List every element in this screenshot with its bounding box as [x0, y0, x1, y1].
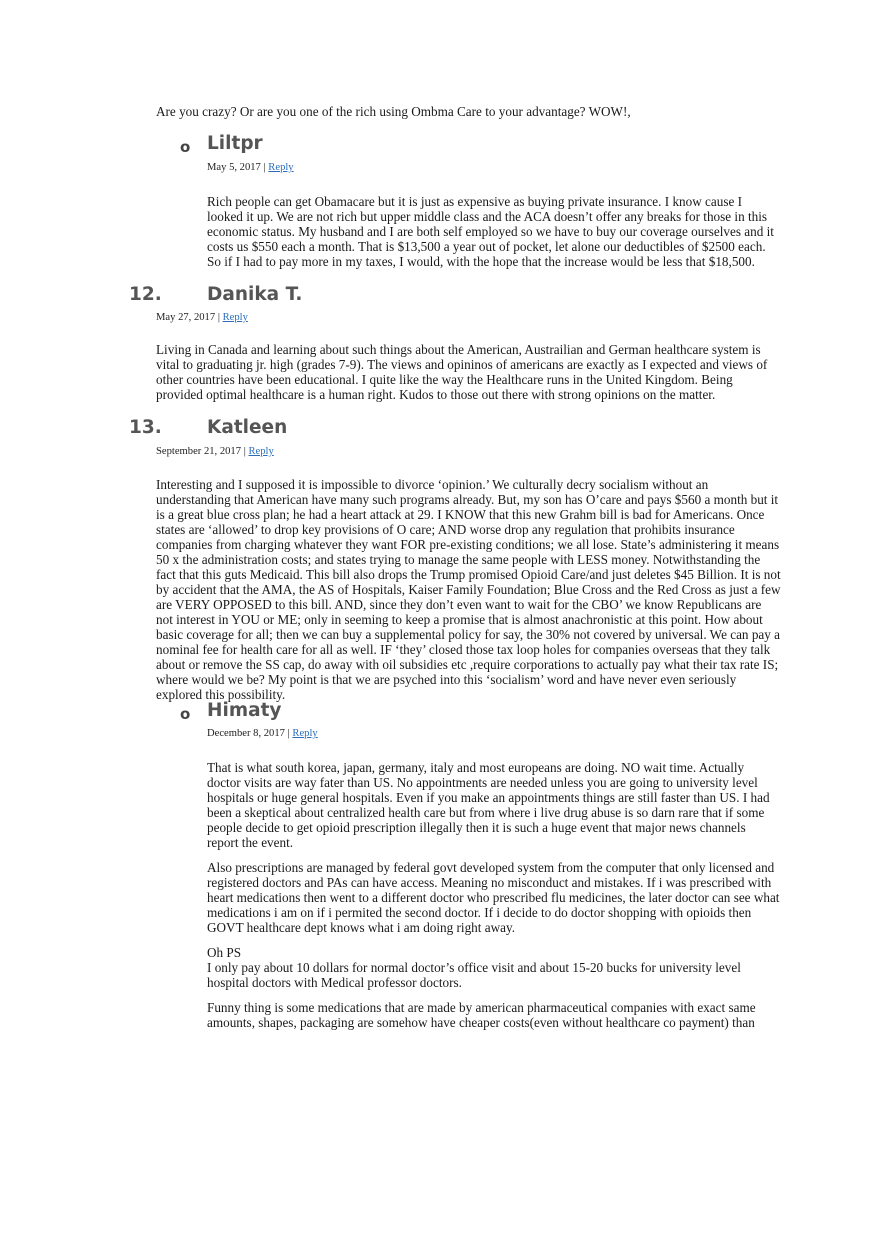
reply-link[interactable]: Reply — [268, 162, 294, 173]
comment-meta — [156, 445, 274, 458]
comment-body — [156, 477, 781, 702]
reply-link[interactable]: Reply — [292, 728, 318, 739]
bullet-marker: o — [180, 138, 191, 156]
comment-author: Danika T. — [207, 284, 303, 305]
comment-paragraph: Interesting and I supposed it is impossible to divorce ‘opinion.’ We culturally decry socialism without an understanding that American have many such programs already. But, my son has O’care and pays $560 a month but it is a great blue cross plan; he had a heart attack at 29. I KNOW that this new Grahm bill is bad for Americans. Once states are ‘allowed’ to drop key provisions of O care; AND worse drop any regulation that prohibits insurance companies from charging whatever they want FOR pre-existing conditions; we all lose. State’s administering it means 50 x the administration costs; and states trying to manage the same people with LESS money. Notwithstanding the fact that this guts Medicaid. This bill also drops the Trump promised Opioid Care/and just deletes $45 Billion. It is not by accident that the AMA, the AS of Hospitals, Kaiser Family Foundation; Blue Cross and the Red Cross as just a few are VERY OPPOSED to this bill. AND, since they don’t even want to wait for the CBO’ we know Republicans are not interest in YOU or ME; only in seeming to keep a promise that is almost anachronistic at this point. How about basic coverage for all; then we can buy a supplemental policy for say, the 30% not covered by universal. We can pay a nominal fee for health care for all as well. IF ‘they’ closed those tax loop holes for companies overseas that they talk about or remove the SS cap, do away with oil subsidies etc ,require corporations to actually pay what their tax rate IS; where would we be? My point is that we are psyched into this ‘socialism’ word and have never even seriously explored this possibility. — [156, 477, 781, 702]
comment-date: September 21, 2017 — [156, 446, 242, 457]
comment-paragraph: Funny thing is some medications that are made by american pharmaceutical companies with exact same amounts, shapes, packaging are somehow have cheaper costs(even without healthcare co payment) than — [207, 1000, 756, 1030]
comment-paragraph: Living in Canada and learning about such things about the American, Austrailian and German healthcare system is vital to graduating jr. high (grades 7-9). The views and opininos of americans are exactly as I expected and views of other countries have been educational. I quite like the way the Healthcare runs in the United Kingdom. Being provided optimal healthcare is a human right. Kudos to those out there with strong opinions on the matter. — [156, 342, 768, 402]
comment-author: Himaty — [207, 700, 282, 721]
comment-meta — [207, 727, 318, 740]
meta-separator: | — [217, 312, 220, 323]
meta-separator: | — [287, 728, 290, 739]
bullet-marker: o — [180, 705, 191, 723]
comment-date: December 8, 2017 — [207, 728, 285, 739]
comment-paragraph: I only pay about 10 dollars for normal doctor’s office visit and about 15-20 bucks for university level hospital doctors with Medical professor doctors. — [207, 960, 741, 990]
comment-date: May 5, 2017 — [207, 162, 261, 173]
meta-separator: | — [243, 446, 246, 457]
comment-meta — [207, 161, 294, 174]
comment-paragraph: Oh PS — [207, 945, 242, 960]
comment-body — [156, 342, 781, 402]
comment-date: May 27, 2017 — [156, 312, 216, 323]
reply-link[interactable]: Reply — [222, 312, 248, 323]
comment-paragraph: That is what south korea, japan, germany, italy and most europeans are doing. NO wait time. Actually doctor visits are way fater than US. No appointments are needed unless you are going to university level hospitals or huge general hospitals. Even if you make an appointments things are still faster than US. I had been a skeptical about centralized health care but from where i live drug abuse is so darn rare that if some people decide to get opioid prescription illegally then it is such a huge event that major news channels report the event. — [207, 760, 770, 850]
intro-text: Are you crazy? Or are you one of the rich using Ombma Care to your advantage? WOW!, — [156, 104, 631, 119]
meta-separator: | — [263, 162, 266, 173]
comment-body — [207, 194, 780, 269]
comment-meta — [156, 311, 248, 324]
comment-number: 13. — [129, 417, 162, 438]
comment-number: 12. — [129, 284, 162, 305]
comment-author: Liltpr — [207, 133, 263, 154]
comment-paragraph: Rich people can get Obamacare but it is just as expensive as buying private insurance. I know cause I looked it up. We are not rich but upper middle class and the ACA doesn’t offer any breaks for those in this economic status. My husband and I are both self employed so we have to buy our coverage ourselves and it costs us $550 each a month. That is $13,500 a year out of pocket, let alone our deductibles of $2500 each. So if I had to pay more in my taxes, I would, with the hope that the increase would be less that $18,500. — [207, 194, 774, 269]
reply-link[interactable]: Reply — [248, 446, 274, 457]
comment-paragraph: Also prescriptions are managed by federal govt developed system from the computer that only licensed and registered doctors and PAs can have access. Meaning no misconduct and mistakes. If i was prescribed with heart medications then went to a different doctor who prescribed flu medicines, the later doctor can see what medications i am on if i permited the second doctor. If i decide to do doctor shopping with opioids then GOVT healthcare dept knows what i am doing right away. — [207, 860, 780, 935]
comment-body — [207, 760, 780, 1030]
comment-author: Katleen — [207, 417, 288, 438]
